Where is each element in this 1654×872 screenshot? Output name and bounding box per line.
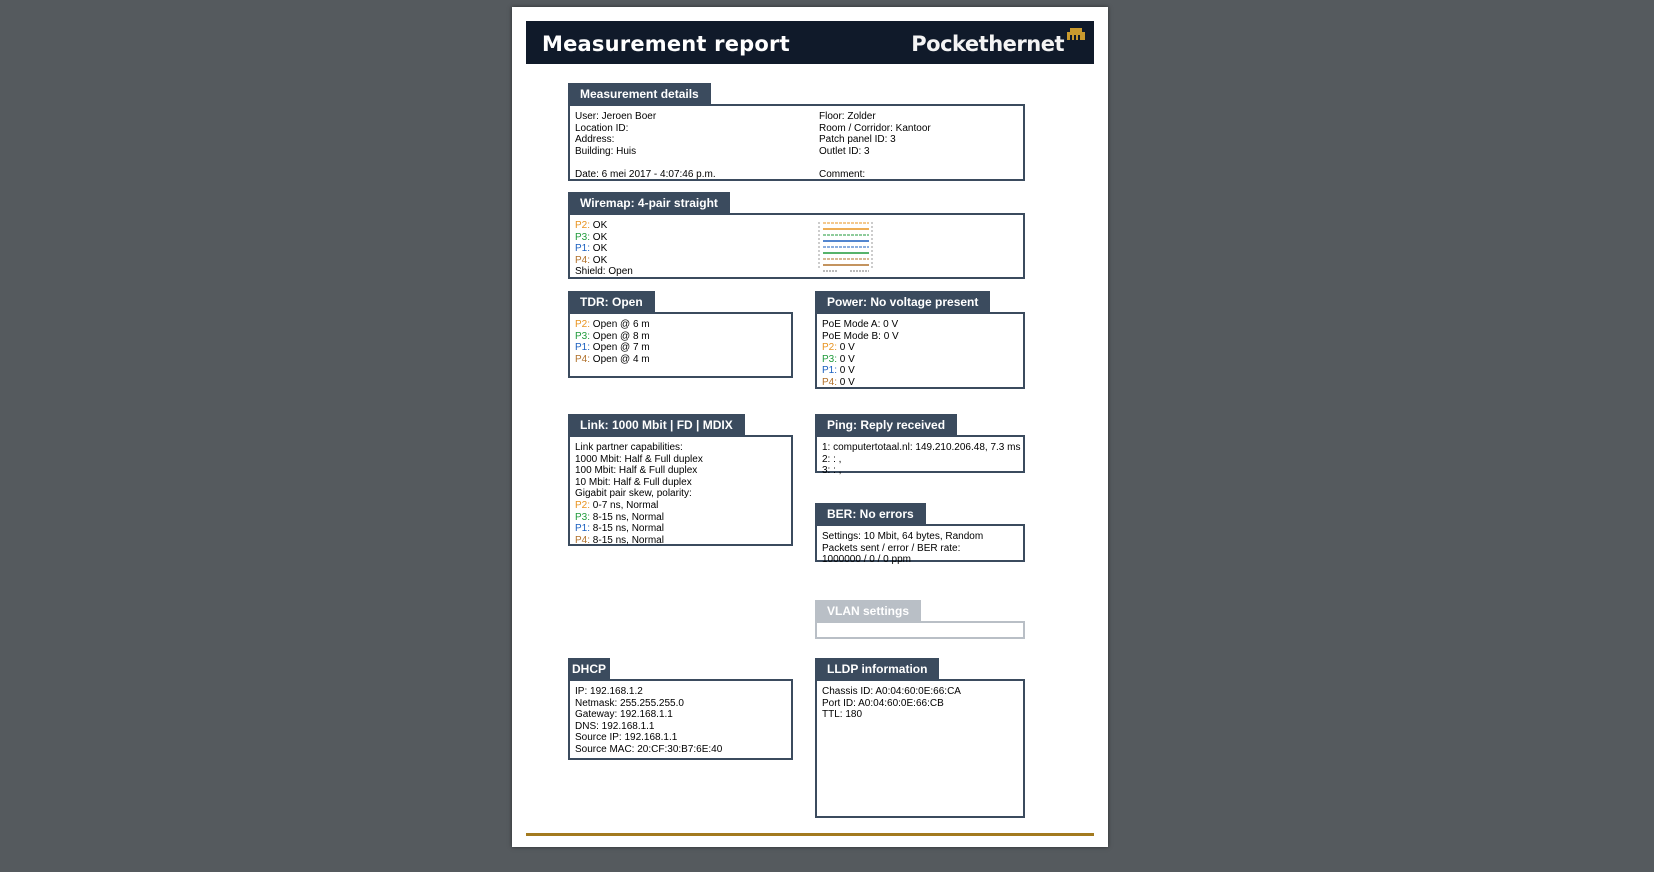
ber-line: Settings: 10 Mbit, 64 bytes, Random xyxy=(822,531,984,542)
dhcp-box xyxy=(568,679,793,760)
detail-outlet: Outlet ID: 3 xyxy=(819,145,870,157)
pair-row xyxy=(822,365,1018,377)
section-heading: Power: No voltage present xyxy=(815,291,990,312)
link-box xyxy=(568,435,793,546)
pair-value: 0 V xyxy=(839,376,855,388)
detail-comment: Comment: xyxy=(819,168,866,180)
pair-row xyxy=(575,220,1018,232)
tdr-box xyxy=(568,312,793,378)
pair-value: Open @ 8 m xyxy=(592,330,650,342)
poe-mode-b: PoE Mode B: 0 V xyxy=(822,330,899,342)
link-line: 1000 Mbit: Half & Full duplex xyxy=(575,453,703,465)
section-heading: Ping: Reply received xyxy=(815,414,957,435)
wiremap-section xyxy=(568,192,1025,279)
pair-row xyxy=(575,319,786,331)
section-heading: BER: No errors xyxy=(815,503,926,524)
pair-row xyxy=(575,243,1018,255)
details-right-column xyxy=(819,111,931,181)
pair-value: 8-15 ns, Normal xyxy=(592,534,664,546)
pair-label: P2: xyxy=(575,319,591,330)
link-line: 100 Mbit: Half & Full duplex xyxy=(575,465,698,477)
pair-row xyxy=(575,255,1018,267)
pair-label: P2: xyxy=(575,220,591,231)
pair-value: Open @ 6 m xyxy=(592,319,650,330)
pair-row xyxy=(575,500,786,512)
section-heading: VLAN settings xyxy=(815,600,921,621)
pair-value: OK xyxy=(592,254,608,266)
detail-building: Building: Huis xyxy=(575,145,637,157)
dhcp-netmask: Netmask: 255.255.255.0 xyxy=(575,697,684,709)
vlan-box xyxy=(815,621,1025,639)
lldp-box xyxy=(815,679,1025,818)
ping-result: 3: : , xyxy=(822,465,842,477)
section-heading: Wiremap: 4-pair straight xyxy=(568,192,730,213)
report-page xyxy=(512,7,1108,847)
pair-label: P3: xyxy=(575,231,591,243)
brand-logo: Pockethernet xyxy=(911,32,1064,56)
dhcp-gateway: Gateway: 192.168.1.1 xyxy=(575,709,673,721)
pair-value: 0-7 ns, Normal xyxy=(592,499,659,511)
pair-value: 0 V xyxy=(839,353,855,365)
pair-row xyxy=(575,331,786,343)
pair-label: P1: xyxy=(575,243,591,255)
pair-label: P4: xyxy=(822,376,838,388)
detail-floor: Floor: Zolder xyxy=(819,111,876,122)
pair-row xyxy=(575,535,786,547)
ping-section xyxy=(815,414,1025,477)
pair-row xyxy=(822,342,1018,354)
dhcp-dns: DNS: 192.168.1.1 xyxy=(575,720,655,732)
pair-label: P3: xyxy=(575,330,591,342)
power-section xyxy=(815,291,1025,389)
pair-row xyxy=(822,354,1018,366)
pair-value: 8-15 ns, Normal xyxy=(592,511,664,523)
detail-user: User: Jeroen Boer xyxy=(575,111,657,122)
spacer xyxy=(819,157,931,169)
spacer xyxy=(575,157,1018,169)
detail-address: Address: xyxy=(575,134,615,146)
dhcp-source-ip: Source IP: 192.168.1.1 xyxy=(575,732,678,744)
pair-value: Open @ 7 m xyxy=(592,342,650,354)
pair-label: P1: xyxy=(822,365,838,377)
ethernet-port-icon xyxy=(1065,26,1087,40)
detail-patch-panel: Patch panel ID: 3 xyxy=(819,134,896,146)
pair-value: 0 V xyxy=(839,342,855,354)
lldp-chassis-id: Chassis ID: A0:04:60:0E:66:CA xyxy=(822,686,961,697)
section-heading: Link: 1000 Mbit | FD | MDIX xyxy=(568,414,745,435)
pair-value: 8-15 ns, Normal xyxy=(592,523,664,535)
ping-result: 1: computertotaal.nl: 149.210.206.48, 7.3 ms xyxy=(822,442,1021,453)
pair-row xyxy=(575,342,786,354)
pair-label: P4: xyxy=(575,534,591,546)
lldp-ttl: TTL: 180 xyxy=(822,709,863,721)
lldp-port-id: Port ID: A0:04:60:0E:66:CB xyxy=(822,697,944,709)
poe-mode-a: PoE Mode A: 0 V xyxy=(822,319,899,330)
pair-value: OK xyxy=(592,220,608,231)
ber-section xyxy=(815,503,1025,566)
section-heading: Measurement details xyxy=(568,83,711,104)
link-line: Link partner capabilities: xyxy=(575,442,683,453)
dhcp-ip: IP: 192.168.1.2 xyxy=(575,686,643,697)
pair-label: P4: xyxy=(575,254,591,266)
pair-value: OK xyxy=(592,231,608,243)
section-heading: DHCP xyxy=(568,658,610,679)
pair-row xyxy=(575,523,786,535)
pair-label: P3: xyxy=(575,511,591,523)
detail-date: Date: 6 mei 2017 - 4:07:46 p.m. xyxy=(575,168,716,180)
pair-label: P1: xyxy=(575,523,591,535)
wiremap-diagram xyxy=(818,220,874,272)
pair-value: OK xyxy=(592,243,608,255)
pair-label: P4: xyxy=(575,353,591,365)
measurement-details-section xyxy=(568,83,1025,181)
detail-location: Location ID: xyxy=(575,122,629,134)
measurement-details-box xyxy=(568,104,1025,181)
lldp-section xyxy=(815,658,1025,818)
section-heading: LLDP information xyxy=(815,658,939,679)
link-line: 10 Mbit: Half & Full duplex xyxy=(575,476,692,488)
ber-box xyxy=(815,524,1025,566)
dhcp-source-mac: Source MAC: 20:CF:30:B7:6E:40 xyxy=(575,743,723,755)
pair-row xyxy=(575,512,786,524)
ping-box xyxy=(815,435,1025,477)
pair-label: P2: xyxy=(822,342,838,354)
shield-status: Shield: Open xyxy=(575,266,633,278)
report-header xyxy=(526,21,1094,64)
detail-room: Room / Corridor: Kantoor xyxy=(819,122,931,134)
pair-value: Open @ 4 m xyxy=(592,353,650,365)
tdr-section xyxy=(568,291,793,378)
ber-line: 1000000 / 0 / 0 ppm xyxy=(822,554,911,566)
section-heading: TDR: Open xyxy=(568,291,655,312)
pair-value: 0 V xyxy=(839,365,855,377)
pair-label: P2: xyxy=(575,499,591,511)
link-section xyxy=(568,414,793,546)
report-title: Measurement report xyxy=(542,32,790,56)
dhcp-section xyxy=(568,658,793,760)
pair-label: P3: xyxy=(822,353,838,365)
pair-row xyxy=(822,377,1018,389)
wiremap-box xyxy=(568,213,1025,279)
pair-row xyxy=(575,354,786,366)
vlan-section xyxy=(815,600,1025,639)
ping-result: 2: : , xyxy=(822,453,842,465)
pair-row xyxy=(575,232,1018,244)
power-box xyxy=(815,312,1025,389)
link-line: Gigabit pair skew, polarity: xyxy=(575,488,692,500)
pair-label: P1: xyxy=(575,342,591,354)
ber-line: Packets sent / error / BER rate: xyxy=(822,542,961,554)
footer-rule xyxy=(526,833,1094,836)
